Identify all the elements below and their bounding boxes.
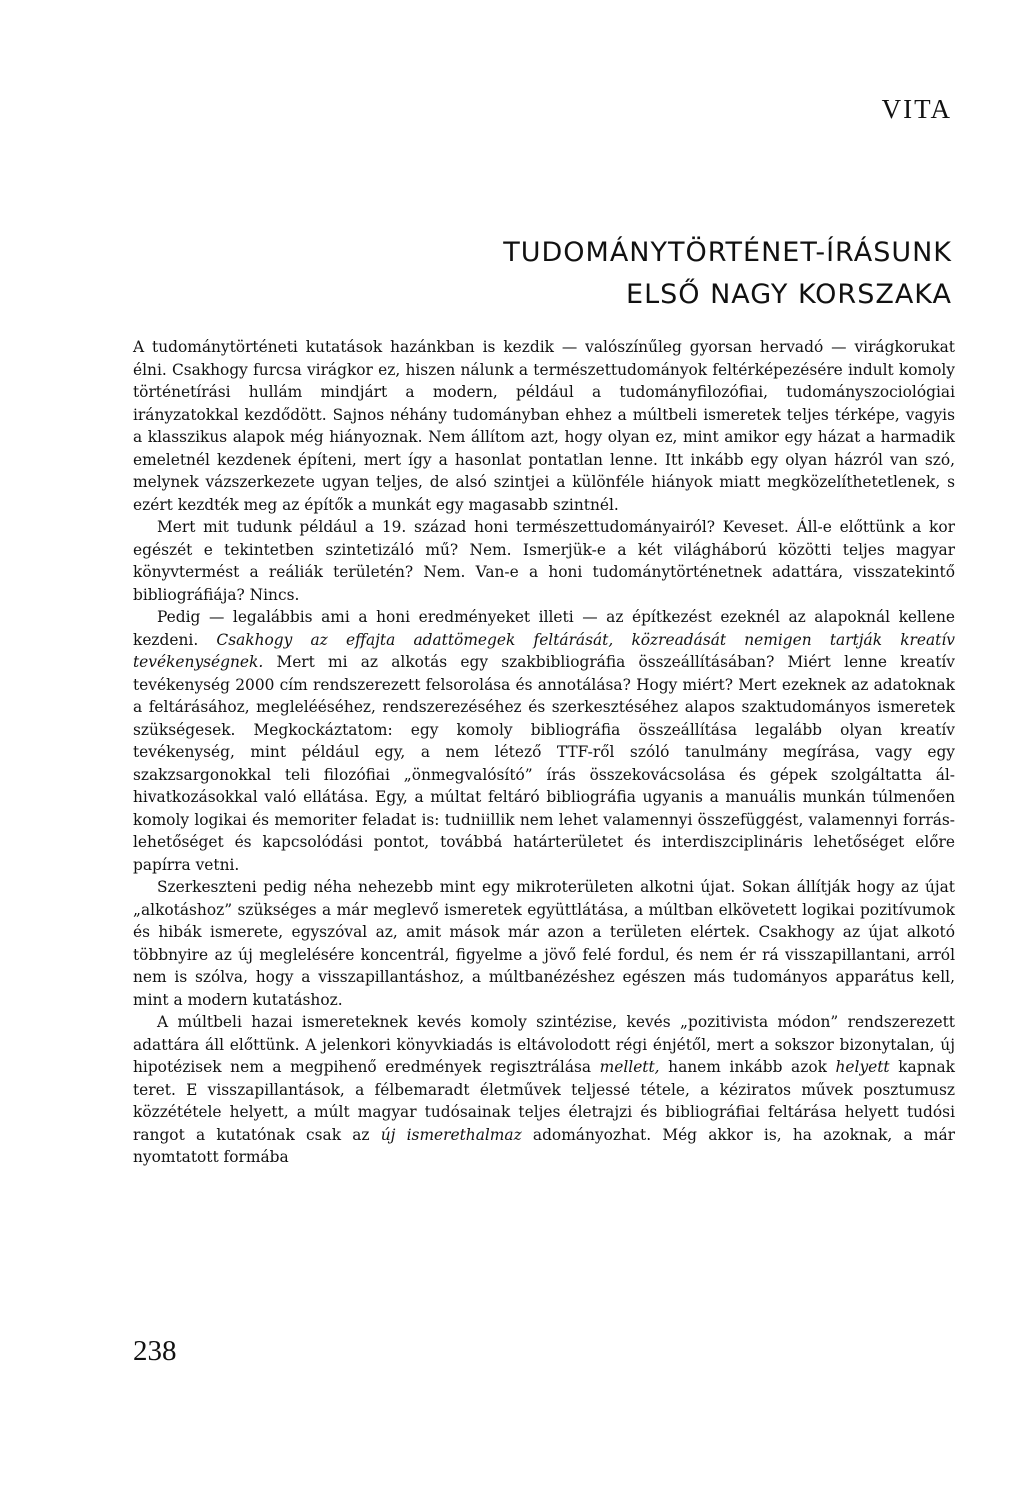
paragraph-1: A tudománytörténeti kutatások hazánkban is kezdik — valószínűleg gyorsan hervadó — virágkorukat élni. Csakhogy furcsa virágkor ez, hiszen nálunk a természettudományok feltérképezésére indult komoly történetírási hullám mindjárt a modern, például a tudományfilozófiai, tudományszociológiai irányzatokkal kezdődött. Sajnos néhány tudományban ehhez a múltbeli ismeretek teljes térképe, vagyis a klasszikus alapok még hiányoznak. Nem állítom azt, hogy olyan ez, mint amikor egy házat a harmadik emeletnél kezdenek építeni, mert így a hasonlat pontatlan lenne. Itt inkább egy olyan házról van szó, melynek vázszerkezete ugyan teljes, de alsó szintjei a különféle hiányok miatt megközelíthetetlenek, s ezért kezdték meg az építők a munkát egy magasabb szintnél. — [133, 338, 955, 514]
paragraph-5-emphasis-1: mellett, — [599, 1058, 660, 1076]
paragraph-5-emphasis-2: helyett — [835, 1058, 890, 1076]
paragraph-3-text-b: Mert mi az alkotás egy szakbibliográfia összeállításában? Miért lenne kreatív tevékenység 2000 cím rendszerezett felsorolása és annotálása? Hogy miért? Mert ezeknek az adatoknak a feltárásához, meglelééséhez, rendszerezéséhez és szerkesztéséhez alapos szaktudományos ismeretek szükségesek. Megkockáztatom: egy komoly bibliográfia összeállítása legalább olyan kreatív tevékenység, mint például egy, a nem létező TTF-ről szóló tanulmány megírása, vagy egy szakzsargonokkal teli filozófiai „önmegvalósító” írás összekovácsolása és gépek szolgáltatta ál-hivatkozásokkal való ellátása. Egy, a múltat feltáró bibliográfia ugyanis a manuális munkán túlmenően komoly logikai és memoriter feladat is: tudniillik nem lehet valamennyi összefüggést, valamennyi forrás-lehetőséget és kapcsolódási pontot, továbbá határterületet és interdiszciplináris lehetőséget előre papírra vetni. — [133, 653, 955, 874]
section-label: VITA — [881, 94, 952, 124]
paragraph-5-text-c: kapnak teret. E visszapillantások, a félbemaradt életművek teljessé tétele, a kéziratos művek posztumusz közzététele helyett, a múlt magyar tudósainak teljes életrajzi és bibliográfiai feltárása helyett tudósi rangot a kutatónak csak az — [133, 1058, 955, 1144]
article-title-line-1: TUDOMÁNYTÖRTÉNET-ÍRÁSUNK — [503, 237, 952, 268]
paragraph-3-text-a: Pedig — legalábbis ami a honi eredményeket illeti — az építkezést ezeknél az alapoknál kellene kezdeni. — [133, 608, 955, 649]
paragraph-5-text-d: adományozhat. Még akkor is, ha azoknak, a már nyomtatott formába — [133, 1125, 955, 1166]
paragraph-5-text-b: hanem inkább azok — [668, 1058, 827, 1076]
article-body — [133, 336, 955, 1169]
article-title — [503, 232, 952, 316]
paragraph-3-emphasis: Csakhogy az effajta adattömegek feltárását, közreadását nemigen tartják kreatív tevékenységnek. — [133, 630, 955, 671]
paragraph-2: Mert mit tudunk például a 19. század honi természettudományairól? Keveset. Áll-e előttünk a kor egészét e tekintetben szintetizáló mű? Nem. Ismerjük-e a két világháború közötti teljes magyar könyvtermést a reáliák területén? Nem. Van-e a honi tudománytörténetnek adattára, visszatekintő bibliográfiája? Nincs. — [133, 518, 955, 604]
paragraph-4: Szerkeszteni pedig néha nehezebb mint egy mikroterületen alkotni újat. Sokan állítják hogy az újat „alkotáshoz” szükséges a már meglevő ismeretek együttlátása, a múltban elkövetett logikai pozitívumok és hibák ismerete, egyszóval az, amit mások már azon a területen elértek. Csakhogy az újat alkotó többnyire az új meglelésére koncentrál, figyelme a jövő felé fordul, és nem ér rá visszapillantani, arról nem is szólva, hogy a visszapillantáshoz, a múltbanézéshez egészen más tudományos apparátus kell, mint a modern kutatáshoz. — [133, 878, 955, 1009]
article-title-line-2: ELSŐ NAGY KORSZAKA — [626, 279, 952, 310]
paragraph-3 — [133, 606, 955, 876]
paragraph-5-text-a: A múltbeli hazai ismereteknek kevés komoly szintézise, kevés „pozitivista módon” rendszerezett adattára áll előttünk. A jelenkori könyvkiadás is eltávolodott régi énjétől, mert a sokszor bizonytalan, új hipotézisek nem a megpihenő eredmények regisztrálása — [133, 1013, 955, 1076]
page-number: 238 — [133, 1335, 177, 1367]
paragraph-5-emphasis-3: új ismerethalmaz — [380, 1125, 522, 1144]
paragraph-5 — [133, 1011, 955, 1169]
